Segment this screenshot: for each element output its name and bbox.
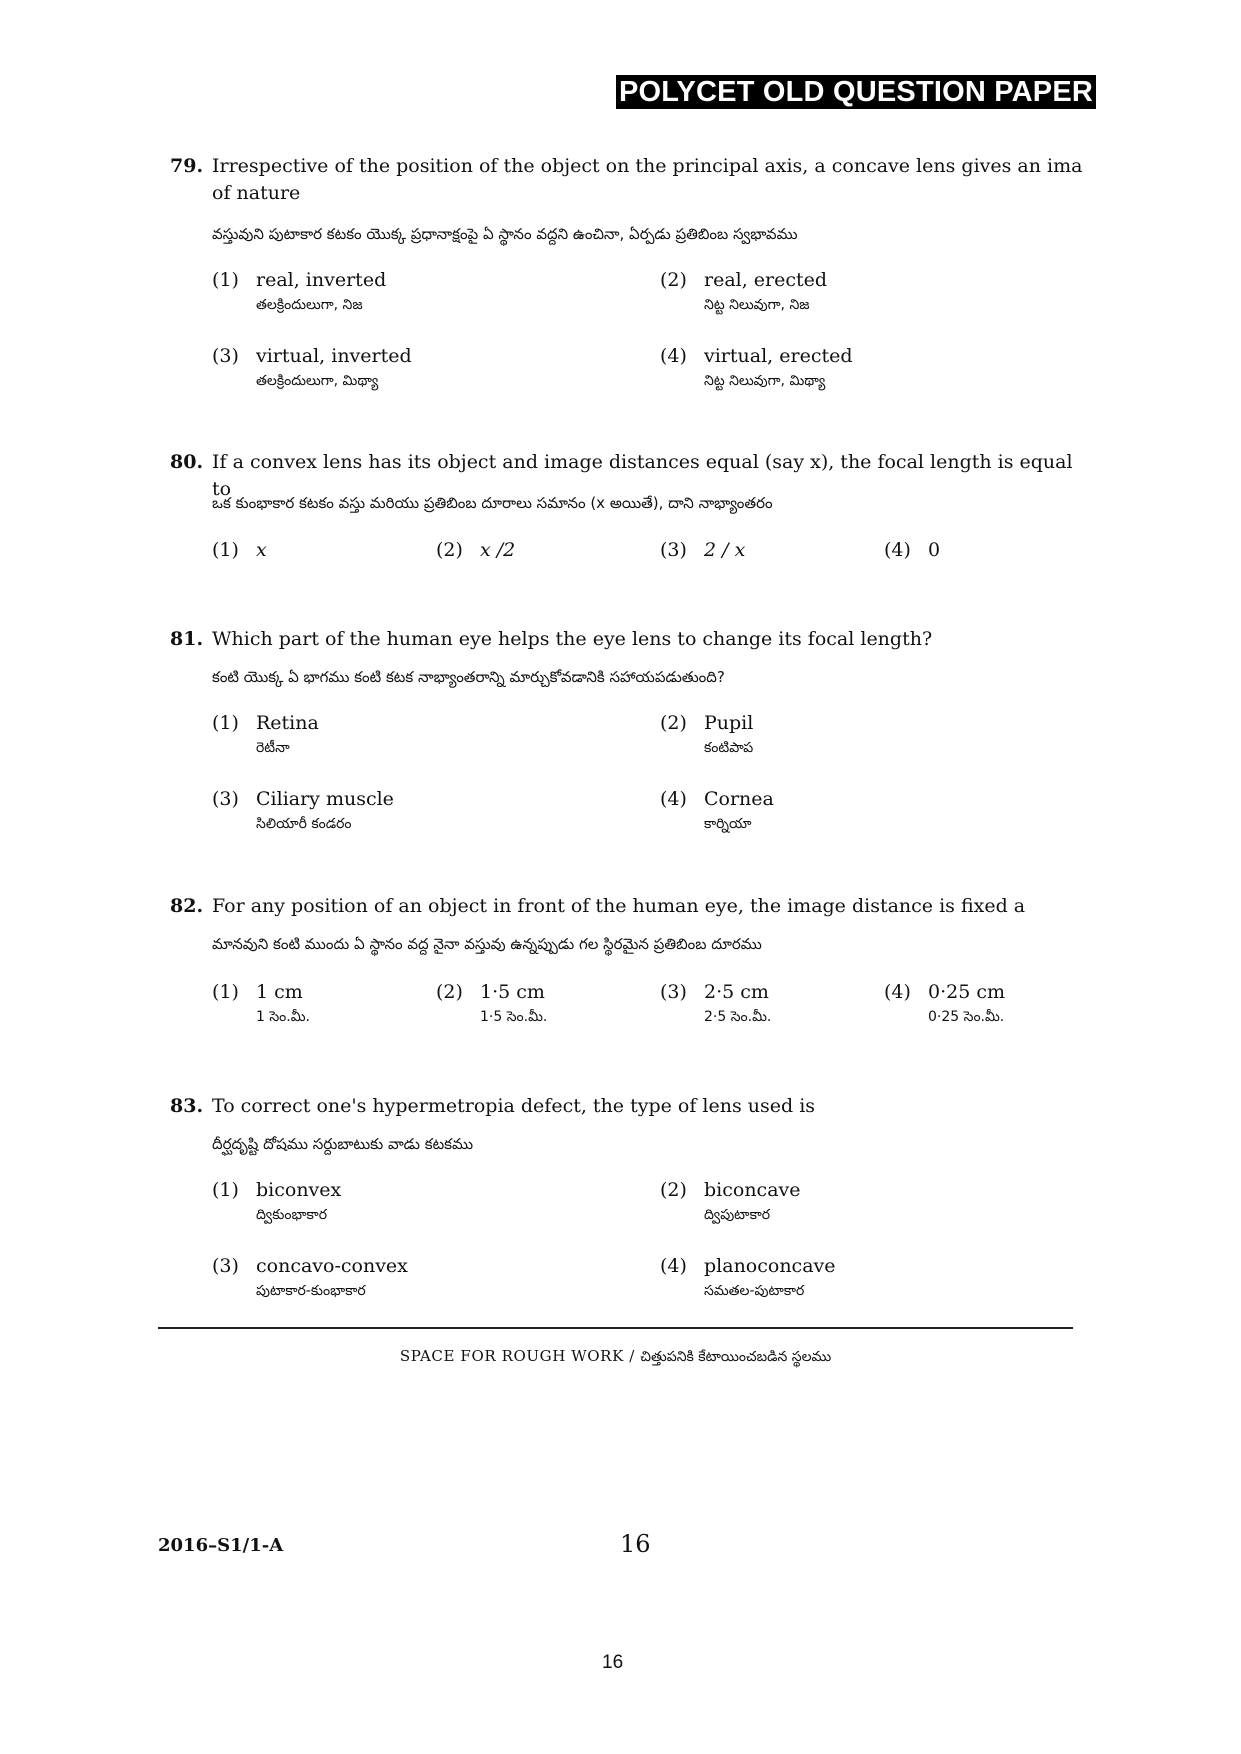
rough-work-divider bbox=[158, 1327, 1073, 1329]
question-81 bbox=[170, 626, 1100, 856]
question-79 bbox=[170, 153, 1100, 403]
question-text: For any position of an object in front of the human eye, the image distance is fixed a bbox=[212, 895, 1026, 917]
option-label: Cornea bbox=[704, 788, 774, 810]
option-telugu: నిట్ట నిలువుగా, నిజ bbox=[704, 297, 810, 313]
question-telugu-text: దీర్ఘదృష్టి దోషము సర్దుబాటుకు వాడు కటకము bbox=[212, 1135, 474, 1153]
question-text: To correct one's hypermetropia defect, the type of lens used is bbox=[212, 1095, 816, 1117]
option-number: (2) bbox=[660, 1179, 687, 1201]
option-label: biconcave bbox=[704, 1179, 801, 1201]
option-label: Pupil bbox=[704, 712, 754, 734]
option-number: (1) bbox=[212, 712, 239, 734]
option-label: Retina bbox=[256, 712, 319, 734]
option-telugu: 1 సెం.మీ. bbox=[256, 1009, 310, 1025]
option-telugu: 2·5 సెం.మీ. bbox=[704, 1009, 772, 1025]
option-label: real, inverted bbox=[256, 269, 387, 291]
question-number: 79. bbox=[170, 155, 204, 177]
page-number-footer: 16 bbox=[602, 1652, 624, 1673]
option-telugu: కార్నియా bbox=[704, 816, 752, 832]
option-telugu: తలక్రిందులుగా, నిజ bbox=[256, 297, 363, 313]
option-telugu: రెటీనా bbox=[256, 740, 290, 756]
rough-work-telugu: చిత్తుపనికి కేటాయించబడిన స్థలము bbox=[640, 1349, 832, 1365]
option-number: (1) bbox=[212, 981, 239, 1003]
option-number: (3) bbox=[660, 539, 687, 561]
rough-work-label bbox=[158, 1345, 1073, 1368]
option-number: (4) bbox=[884, 981, 911, 1003]
option-telugu: 0·25 సెం.మీ. bbox=[928, 1009, 1005, 1025]
option-label: 2·5 cm bbox=[704, 981, 769, 1003]
option-label: virtual, inverted bbox=[256, 345, 412, 367]
paper-code: 2016–S1/1-A bbox=[158, 1535, 284, 1556]
option-label: 0·25 cm bbox=[928, 981, 1006, 1003]
rough-work-english: SPACE FOR ROUGH WORK / bbox=[399, 1347, 635, 1365]
option-label: 0 bbox=[928, 539, 941, 561]
question-number: 80. bbox=[170, 451, 204, 473]
option-number: (1) bbox=[212, 539, 239, 561]
option-label: virtual, erected bbox=[704, 345, 853, 367]
option-telugu: సిలియారీ కండరం bbox=[256, 816, 352, 832]
option-label: Ciliary muscle bbox=[256, 788, 394, 810]
option-telugu: కంటిపాప bbox=[704, 740, 754, 756]
option-number: (1) bbox=[212, 269, 239, 291]
question-telugu-text: మానవుని కంటి ముందు ఏ స్థానం వద్ద నైనా వస్తువు ఉన్నప్పుడు గల స్థిరమైన ప్రతిబింబ దూరము bbox=[212, 935, 762, 953]
question-text: Which part of the human eye helps the eye lens to change its focal length? bbox=[212, 628, 933, 650]
option-number: (3) bbox=[212, 788, 239, 810]
option-number: (4) bbox=[660, 1255, 687, 1277]
option-number: (2) bbox=[436, 981, 463, 1003]
question-text: If a convex lens has its object and image distances equal (say x), the focal length is equal to bbox=[212, 451, 1073, 500]
option-label: real, erected bbox=[704, 269, 828, 291]
option-label: x bbox=[256, 539, 267, 561]
option-number: (1) bbox=[212, 1179, 239, 1201]
option-telugu: సమతల-పుటాకార bbox=[704, 1283, 805, 1299]
option-number: (2) bbox=[660, 712, 687, 734]
option-telugu: పుటాకార-కుంభాకార bbox=[256, 1283, 366, 1299]
question-telugu-text: కంటి యొక్క ఏ భాగము కంటి కటక నాభ్యాంతరాన్ని మార్చుకోవడానికి సహాయపడుతుంది? bbox=[212, 668, 725, 686]
option-label: biconvex bbox=[256, 1179, 342, 1201]
question-number: 81. bbox=[170, 628, 204, 650]
option-number: (4) bbox=[660, 788, 687, 810]
option-label: 1·5 cm bbox=[480, 981, 545, 1003]
paper-title-banner: POLYCET OLD QUESTION PAPER bbox=[616, 75, 1096, 109]
option-telugu: తలక్రిందులుగా, మిథ్యా bbox=[256, 373, 379, 389]
option-telugu: ద్వికుంభాకార bbox=[256, 1207, 327, 1223]
option-number: (2) bbox=[436, 539, 463, 561]
option-number: (3) bbox=[660, 981, 687, 1003]
option-label: 1 cm bbox=[256, 981, 303, 1003]
option-label: 2 / x bbox=[704, 539, 746, 561]
page-number: 16 bbox=[620, 1530, 651, 1558]
question-telugu-text: వస్తువుని పుటాకార కటకం యొక్క ప్రధానాక్షంపై ఏ స్థానం వద్దని ఉంచినా, ఏర్పడు ప్రతిబింబ స్వభావము bbox=[212, 225, 798, 243]
option-telugu: నిట్ట నిలువుగా, మిథ్యా bbox=[704, 373, 826, 389]
question-80 bbox=[170, 449, 1100, 569]
option-label: planoconcave bbox=[704, 1255, 836, 1277]
question-number: 83. bbox=[170, 1095, 204, 1117]
option-label: concavo-convex bbox=[256, 1255, 408, 1277]
question-telugu-text: ఒక కుంభాకార కటకం వస్తు మరియు ప్రతిబింబ దూరాలు సమానం (x అయితే), దాని నాభ్యాంతరం bbox=[212, 494, 773, 512]
question-83 bbox=[170, 1093, 1100, 1323]
question-text: Irrespective of the position of the object on the principal axis, a concave lens gives an ima of nature bbox=[212, 155, 1083, 204]
question-82 bbox=[170, 893, 1100, 1043]
option-label: x /2 bbox=[480, 539, 516, 561]
option-number: (3) bbox=[212, 345, 239, 367]
question-number: 82. bbox=[170, 895, 204, 917]
option-number: (4) bbox=[884, 539, 911, 561]
option-number: (2) bbox=[660, 269, 687, 291]
option-telugu: ద్విపుటాకార bbox=[704, 1207, 771, 1223]
option-number: (4) bbox=[660, 345, 687, 367]
option-telugu: 1·5 సెం.మీ. bbox=[480, 1009, 548, 1025]
option-number: (3) bbox=[212, 1255, 239, 1277]
